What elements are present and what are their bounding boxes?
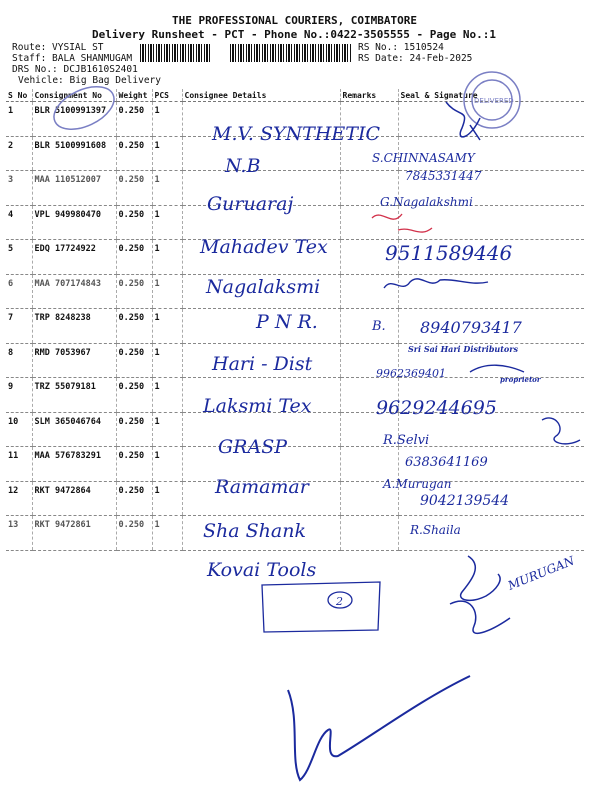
seal-cell xyxy=(398,171,584,206)
seal-cell xyxy=(398,343,584,378)
consignee-handwriting: Guruaraj xyxy=(207,193,294,215)
consignee-handwriting: GRASP xyxy=(218,436,288,458)
drs-label: DRS No.: DCJB1610S2401 xyxy=(12,64,138,75)
weight-cell: 0.250 xyxy=(116,274,152,309)
consignment-cell: MAA 707174843 xyxy=(32,274,116,309)
column-header: Weight xyxy=(116,89,152,102)
remarks-cell xyxy=(340,102,398,137)
table-row xyxy=(6,240,584,275)
consignment-cell: BLR 5100991608 xyxy=(32,136,116,171)
receiver-name: A.Murugan xyxy=(383,477,452,491)
sno-cell: 1 xyxy=(6,102,32,137)
pcs-cell: 1 xyxy=(152,136,182,171)
proprietor-seal: proprietor xyxy=(500,375,541,384)
seal-cell xyxy=(398,378,584,413)
seal-cell xyxy=(398,274,584,309)
table-row xyxy=(6,136,584,171)
stamp-text: DELIVERED xyxy=(474,97,514,105)
sno-cell: 13 xyxy=(6,516,32,551)
consignee-cell xyxy=(182,274,340,309)
weight-cell: 0.250 xyxy=(116,102,152,137)
weight-cell: 0.250 xyxy=(116,343,152,378)
staff-label: Staff: BALA SHANMUGAM xyxy=(12,53,133,64)
consignee-cell xyxy=(182,136,340,171)
consignee-cell xyxy=(182,205,340,240)
consignment-cell: TRP 8248238 xyxy=(32,309,116,344)
column-header: Consignment No xyxy=(32,89,116,102)
receiver-phone: 6383641169 xyxy=(405,455,488,470)
consignment-cell: MAA 576783291 xyxy=(32,447,116,482)
seal-cell xyxy=(398,516,584,551)
weight-cell: 0.250 xyxy=(116,171,152,206)
sno-cell: 6 xyxy=(6,274,32,309)
column-header: Consignee Details xyxy=(182,89,340,102)
company-seal: Sri Sai Hari Distributors xyxy=(408,344,518,354)
pcs-cell: 1 xyxy=(152,447,182,482)
receiver-phone: 7845331447 xyxy=(405,169,482,183)
sno-cell: 3 xyxy=(6,171,32,206)
seal-cell xyxy=(398,240,584,275)
consignee-handwriting: Laksmi Tex xyxy=(203,395,312,417)
consignee-handwriting: M.V. SYNTHETIC xyxy=(212,123,380,145)
consignee-handwriting: Ramamar xyxy=(215,476,309,498)
table-header-row xyxy=(6,89,584,102)
receiver-name: B. xyxy=(372,319,386,334)
remarks-cell xyxy=(340,378,398,413)
table-row xyxy=(6,516,584,551)
seal-cell xyxy=(398,309,584,344)
table-row xyxy=(6,481,584,516)
seal-cell xyxy=(398,481,584,516)
table-row xyxy=(6,274,584,309)
runsheet-table xyxy=(6,89,584,551)
remarks-cell xyxy=(340,240,398,275)
consignment-cell: RKT 9472864 xyxy=(32,481,116,516)
consignee-handwriting: Sha Shank xyxy=(203,520,306,542)
table-row xyxy=(6,447,584,482)
weight-cell: 0.250 xyxy=(116,136,152,171)
remarks-cell xyxy=(340,205,398,240)
consignment-cell: MAA 110512007 xyxy=(32,171,116,206)
remarks-cell xyxy=(340,447,398,482)
consignment-cell: EDQ 17724922 xyxy=(32,240,116,275)
pcs-cell: 1 xyxy=(152,516,182,551)
column-header: Seal & Signature xyxy=(398,89,584,102)
consignee-handwriting: N.B xyxy=(225,155,261,177)
pcs-cell: 1 xyxy=(152,205,182,240)
consignment-cell: TRZ 55079181 xyxy=(32,378,116,413)
weight-cell: 0.250 xyxy=(116,516,152,551)
pcs-cell: 1 xyxy=(152,343,182,378)
pcs-cell: 1 xyxy=(152,171,182,206)
seal-cell xyxy=(398,412,584,447)
sno-cell: 5 xyxy=(6,240,32,275)
rs-date: RS Date: 24-Feb-2025 xyxy=(358,53,473,64)
barcode-right xyxy=(230,44,352,62)
seal-cell xyxy=(398,136,584,171)
pcs-cell: 1 xyxy=(152,274,182,309)
weight-cell: 0.250 xyxy=(116,205,152,240)
remarks-cell xyxy=(340,481,398,516)
weight-cell: 0.250 xyxy=(116,447,152,482)
pcs-cell: 1 xyxy=(152,309,182,344)
consignment-cell: SLM 365046764 xyxy=(32,412,116,447)
consignee-handwriting: Nagalaksmi xyxy=(206,276,321,298)
consignment-cell: VPL 949980470 xyxy=(32,205,116,240)
remarks-cell xyxy=(340,309,398,344)
consignee-handwriting: Mahadev Tex xyxy=(200,236,328,258)
weight-cell: 0.250 xyxy=(116,481,152,516)
consignee-cell xyxy=(182,343,340,378)
consignee-cell xyxy=(182,309,340,344)
sno-cell: 9 xyxy=(6,378,32,413)
staff-signature xyxy=(288,676,470,780)
seal-cell xyxy=(398,205,584,240)
consignee-cell xyxy=(182,516,340,551)
receiver-phone: 9629244695 xyxy=(376,397,497,419)
sno-cell: 7 xyxy=(6,309,32,344)
pcs-cell: 1 xyxy=(152,240,182,275)
vehicle-label: Vehicle: Big Bag Delivery xyxy=(18,75,161,86)
receiver-name: S.CHINNASAMY xyxy=(372,151,475,165)
remarks-cell xyxy=(340,274,398,309)
consignee-handwriting: Hari - Dist xyxy=(212,353,313,375)
table-row xyxy=(6,102,584,137)
consignee-cell xyxy=(182,102,340,137)
consignment-cell: RMD 7053967 xyxy=(32,343,116,378)
pcs-cell: 1 xyxy=(152,378,182,413)
remarks-cell xyxy=(340,516,398,551)
receiver-name: MURUGAN xyxy=(505,553,577,593)
receiver-phone: 9042139544 xyxy=(420,493,510,509)
table-row xyxy=(6,309,584,344)
consignment-cell: BLR 5100991397 xyxy=(32,102,116,137)
consignee-cell xyxy=(182,481,340,516)
consignee-handwriting: Kovai Tools xyxy=(207,559,317,581)
runsheet-title: Delivery Runsheet - PCT - Phone No.:0422-3505555 - Page No.:1 xyxy=(92,28,496,41)
signature-13 xyxy=(450,601,510,633)
signature-12 xyxy=(461,556,500,600)
receiver-phone: 9962369401 xyxy=(376,367,446,380)
circled-number: 2 xyxy=(336,595,343,608)
scribble-box xyxy=(262,582,380,632)
sno-cell: 2 xyxy=(6,136,32,171)
column-header: PCS xyxy=(152,89,182,102)
consignee-cell xyxy=(182,171,340,206)
pcs-cell: 1 xyxy=(152,412,182,447)
rs-number: RS No.: 1510524 xyxy=(358,42,444,53)
sno-cell: 4 xyxy=(6,205,32,240)
weight-cell: 0.250 xyxy=(116,309,152,344)
table-row xyxy=(6,171,584,206)
receiver-name: R.Selvi xyxy=(383,433,430,448)
column-header: Remarks xyxy=(340,89,398,102)
consignment-cell: RKT 9472861 xyxy=(32,516,116,551)
receiver-phone: 9511589446 xyxy=(385,241,513,265)
seal-cell xyxy=(398,102,584,137)
sno-cell: 11 xyxy=(6,447,32,482)
table-row xyxy=(6,205,584,240)
route-label: Route: VYSIAL ST xyxy=(12,42,104,53)
consignee-cell xyxy=(182,378,340,413)
remarks-cell xyxy=(340,412,398,447)
remarks-cell xyxy=(340,136,398,171)
consignee-cell xyxy=(182,412,340,447)
weight-cell: 0.250 xyxy=(116,412,152,447)
weight-cell: 0.250 xyxy=(116,378,152,413)
circle-mark xyxy=(328,592,352,608)
receiver-name: R.Shaila xyxy=(410,523,461,537)
table-row xyxy=(6,378,584,413)
table-row xyxy=(6,412,584,447)
company-name: THE PROFESSIONAL COURIERS, COIMBATORE xyxy=(172,14,418,27)
consignee-cell xyxy=(182,240,340,275)
pcs-cell: 1 xyxy=(152,102,182,137)
sno-cell: 12 xyxy=(6,481,32,516)
weight-cell: 0.250 xyxy=(116,240,152,275)
table-row xyxy=(6,343,584,378)
consignee-cell xyxy=(182,447,340,482)
column-header: S No xyxy=(6,89,32,102)
receiver-name: G.Nagalakshmi xyxy=(380,195,473,209)
consignee-handwriting: P N R. xyxy=(256,311,318,333)
sno-cell: 10 xyxy=(6,412,32,447)
receiver-phone: 8940793417 xyxy=(420,318,522,337)
pcs-cell: 1 xyxy=(152,481,182,516)
sno-cell: 8 xyxy=(6,343,32,378)
seal-cell xyxy=(398,447,584,482)
remarks-cell xyxy=(340,171,398,206)
barcode-left xyxy=(140,44,212,62)
remarks-cell xyxy=(340,343,398,378)
